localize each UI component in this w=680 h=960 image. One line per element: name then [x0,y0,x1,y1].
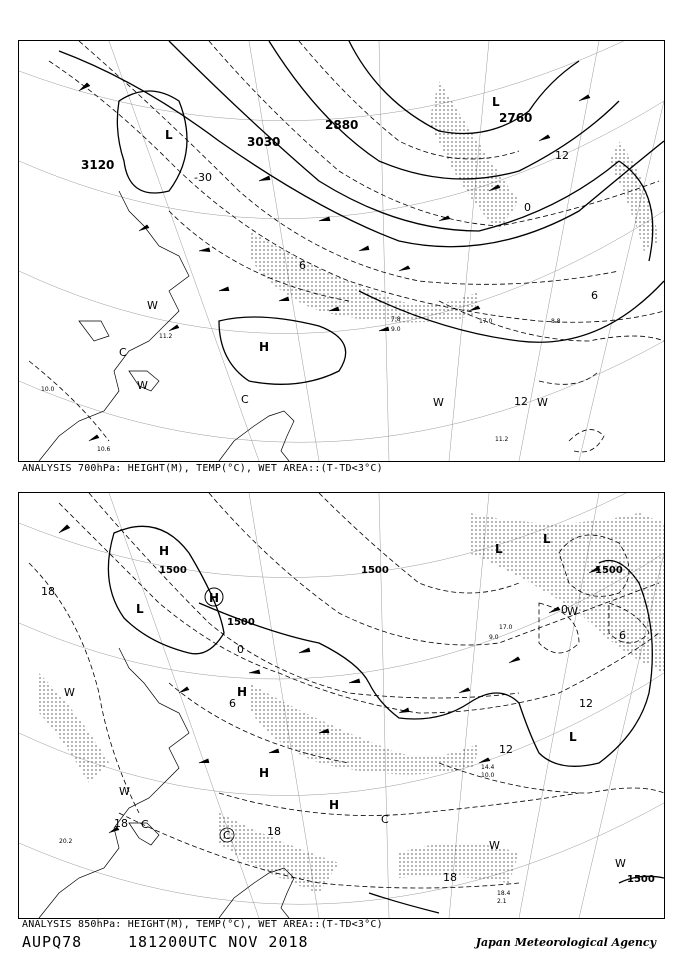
graticule [19,41,664,461]
cold-mark: C [241,393,249,406]
high-pressure-center: H [237,685,248,699]
isotherm-label: 18 [267,825,281,838]
isotherm-label: 12 [579,697,593,710]
height-contours [59,41,664,384]
low-pressure-center: L [569,730,577,744]
low-pressure-center: L [495,542,503,556]
height-label: 1500 [595,565,623,576]
isotherm-label: 0 [524,201,531,214]
isotherm-label: 6 [299,259,306,272]
station-value: 9.0 [489,634,499,641]
map-panel-850hpa [18,492,665,919]
height-label: 1500 [627,874,655,885]
station-value: 7.8 [391,316,401,323]
height-label: 3030 [247,135,281,149]
cold-mark: C [119,346,127,359]
isotherm-label: -30 [194,171,212,184]
coastline [39,191,294,461]
station-value: 11.2 [159,333,173,340]
height-label: 2760 [499,111,533,125]
isotherm-label: 6 [229,697,236,710]
cold-mark: C [141,818,149,831]
station-value: 17.0 [479,318,493,325]
valid-time: 181200UTC NOV 2018 [128,933,309,951]
station-value: 9.0 [391,326,401,333]
warm-mark: W [615,857,626,870]
high-pressure-center: H [259,766,270,780]
station-value: 18.4 [497,890,511,897]
chart-code: AUPQ78 [22,933,83,951]
wet-area [39,513,664,893]
warm-mark: W [433,396,444,409]
warm-mark: W [567,605,578,618]
warm-mark: W [119,785,130,798]
station-value: 10.0 [41,386,55,393]
wind-barbs [79,83,590,441]
caption-700hpa: ANALYSIS 700hPa: HEIGHT(M), TEMP(°C), WET AREA::(T-TD<3°C) [22,463,383,474]
caption-850hpa: ANALYSIS 850hPa: HEIGHT(M), TEMP(°C), WET AREA::(T-TD<3°C) [22,919,383,930]
map-850hpa [19,493,664,918]
cold-mark: C [381,813,389,826]
isotherm-label: 12 [514,395,528,408]
isotherm-label: 0 [561,603,568,616]
map-panel-700hpa [18,40,665,462]
station-value: 10.6 [97,446,111,453]
height-label: 1500 [159,565,187,576]
station-value: 10.0 [481,772,495,779]
cold-mark: C [223,829,231,842]
warm-mark: W [137,379,148,392]
isotherm-label: 0 [237,643,244,656]
height-label: 2880 [325,118,359,132]
warm-mark: W [64,686,75,699]
low-pressure-center: L [543,532,551,546]
station-value: 20.2 [59,838,73,845]
isotherm-label: 18 [114,817,128,830]
high-pressure-center: H [159,544,170,558]
height-label: 1500 [361,565,389,576]
agency-name: Japan Meteorological Agency [475,936,656,949]
station-value: 11.2 [495,436,509,443]
isotherm-label: 18 [443,871,457,884]
isotherm-label: 18 [41,585,55,598]
low-pressure-center: L [165,128,173,142]
isotherm-label: 6 [591,289,598,302]
warm-mark: W [489,839,500,852]
isotherm-label: 6 [619,629,626,642]
high-pressure-center: H [329,798,340,812]
height-label: 3120 [81,158,115,172]
station-value: 8.8 [551,318,561,325]
isotherm-label: 12 [555,149,569,162]
station-value: 2.1 [497,898,507,905]
station-value: 17.0 [499,624,513,631]
warm-mark: W [147,299,158,312]
warm-mark: W [537,396,548,409]
low-pressure-center: L [136,602,144,616]
high-pressure-center: H [209,591,220,605]
isotherm-label: 12 [499,743,513,756]
height-label: 1500 [227,617,255,628]
high-pressure-center: H [259,340,270,354]
map-700hpa [19,41,664,461]
low-pressure-center: L [492,95,500,109]
station-value: 14.4 [481,764,495,771]
